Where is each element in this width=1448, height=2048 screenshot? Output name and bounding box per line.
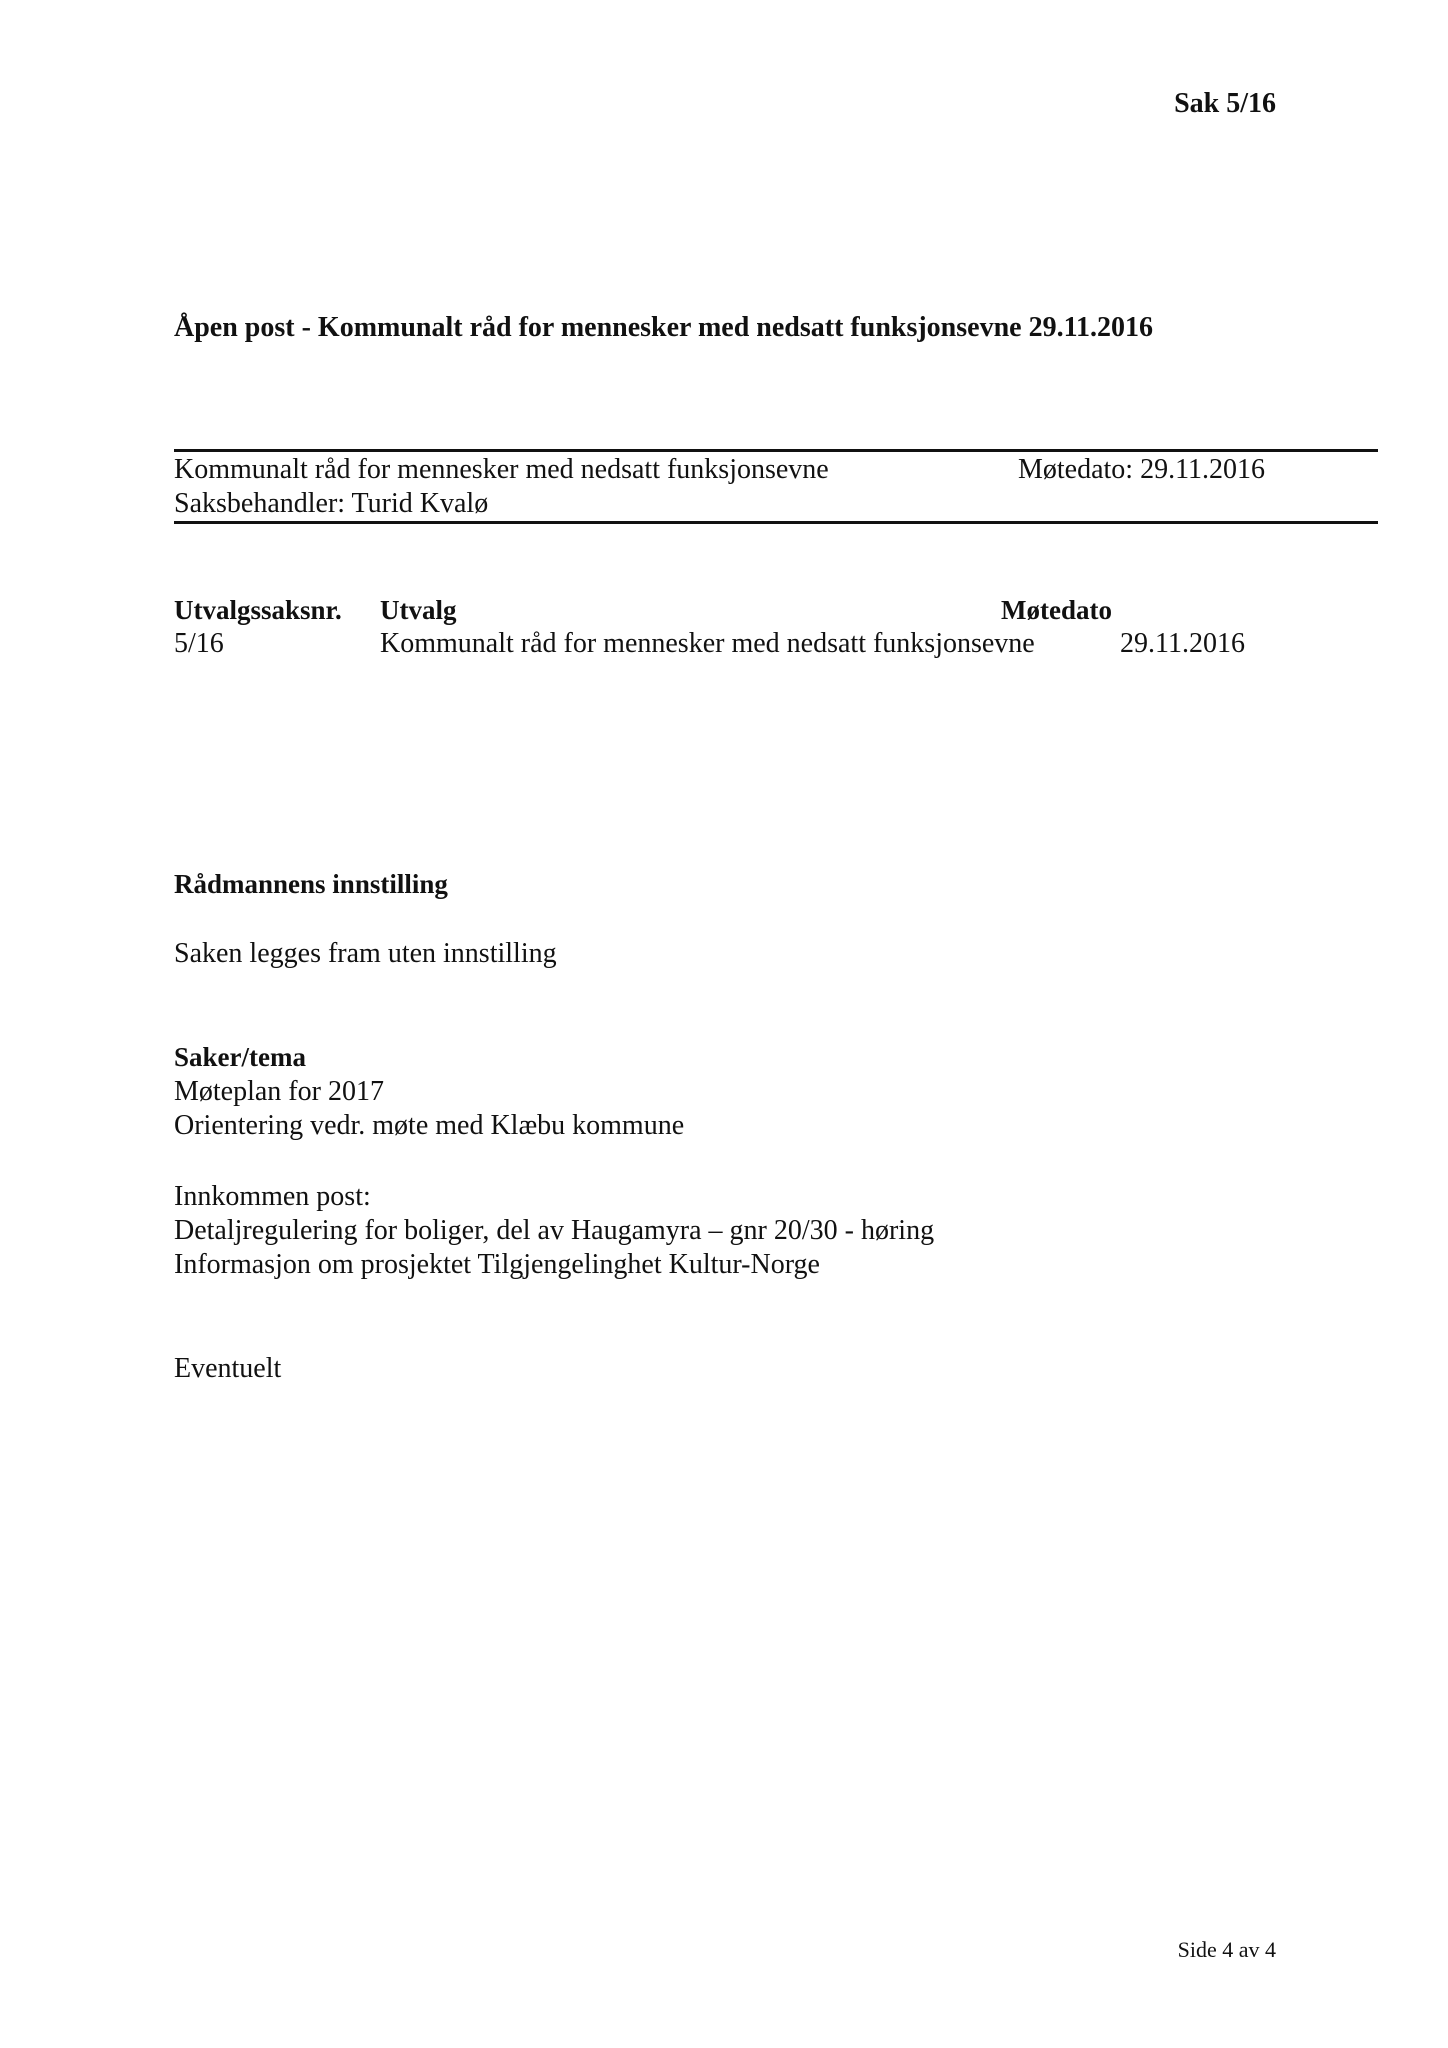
list-item: Orientering vedr. møte med Klæbu kommune bbox=[174, 1110, 685, 1141]
committee-name: Kommunalt råd for mennesker med nedsatt funksjonsevne bbox=[174, 454, 829, 485]
meta-bottom-divider bbox=[174, 521, 1378, 524]
document-title: Åpen post - Kommunalt råd for mennesker med nedsatt funksjonsevne 29.11.2016 bbox=[174, 312, 1154, 343]
meta-top-divider bbox=[174, 449, 1378, 452]
table-header-meeting-date: Møtedato bbox=[1001, 595, 1112, 625]
case-officer: Saksbehandler: Turid Kvalø bbox=[174, 488, 489, 519]
table-header-committee: Utvalg bbox=[380, 595, 457, 625]
list-item: Møteplan for 2017 bbox=[174, 1076, 384, 1107]
recommendation-heading: Rådmannens innstilling bbox=[174, 869, 448, 899]
meeting-date: Møtedato: 29.11.2016 bbox=[1018, 454, 1266, 485]
list-item: Detaljregulering for boliger, del av Haugamyra – gnr 20/30 - høring bbox=[174, 1215, 935, 1246]
table-header-case-number: Utvalgssaksnr. bbox=[174, 595, 342, 625]
case-reference: Sak 5/16 bbox=[1174, 88, 1276, 119]
topics-heading: Saker/tema bbox=[174, 1042, 306, 1072]
incoming-mail-heading: Innkommen post: bbox=[174, 1181, 371, 1212]
list-item: Informasjon om prosjektet Tilgjengelinghet Kultur-Norge bbox=[174, 1249, 820, 1280]
table-cell-meeting-date: 29.11.2016 bbox=[1120, 628, 1245, 659]
page-number: Side 4 av 4 bbox=[1177, 1937, 1276, 1962]
table-cell-case-number: 5/16 bbox=[174, 628, 224, 659]
any-other-business: Eventuelt bbox=[174, 1353, 282, 1384]
recommendation-text: Saken legges fram uten innstilling bbox=[174, 938, 557, 969]
table-cell-committee: Kommunalt råd for mennesker med nedsatt funksjonsevne bbox=[380, 628, 1035, 659]
